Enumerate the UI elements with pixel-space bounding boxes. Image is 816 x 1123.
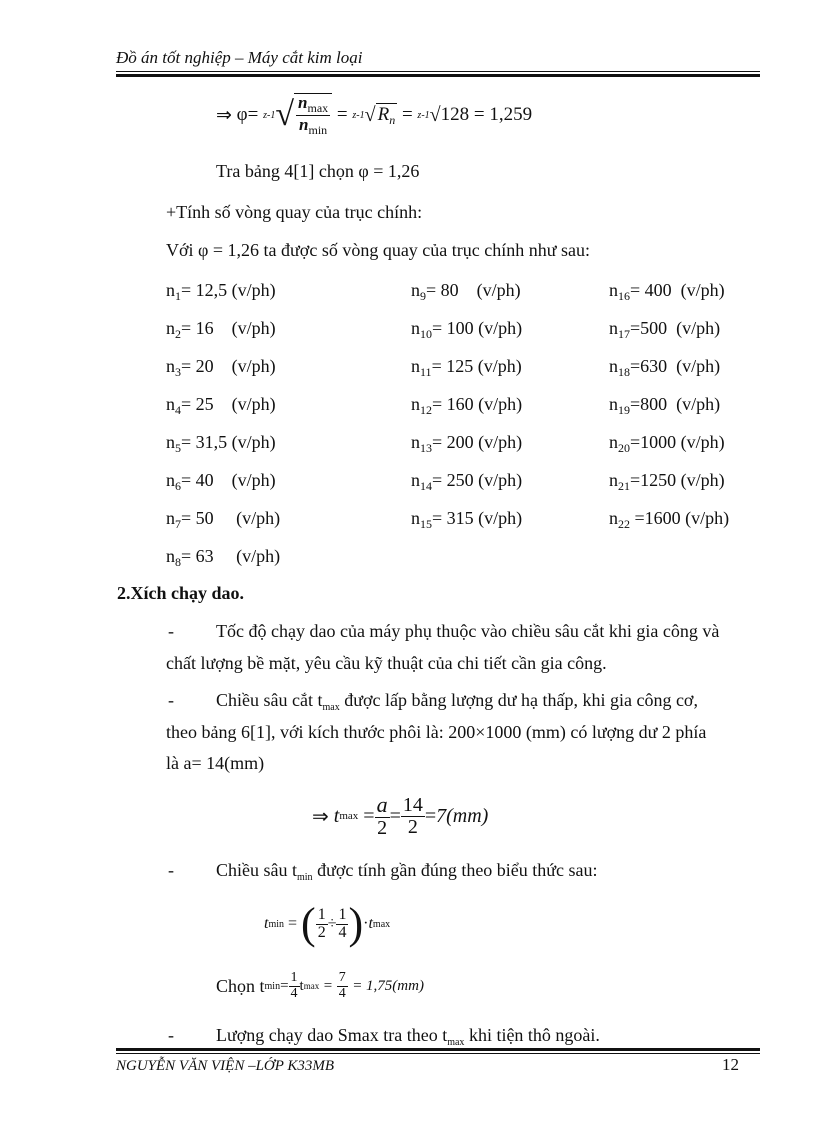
chon-q-den: 4 [290, 985, 298, 1001]
footer-rule-thin [116, 1053, 760, 1054]
speed-value: = 250 (v/ph) [432, 470, 523, 490]
p2-post: được lấp bằng lượng dư hạ thấp, khi gia công cơ, [339, 690, 698, 710]
r-letter: R [377, 103, 390, 125]
speed-n: n [609, 280, 618, 300]
formula-phi-tail: 128 = 1,259 [440, 104, 533, 125]
speed-entry [166, 508, 280, 532]
speed-value: =1600 (v/ph) [630, 508, 730, 528]
speed-sub: 5 [175, 441, 181, 455]
speed-entry [609, 470, 725, 494]
speed-entry [609, 508, 729, 532]
a-over-2 [375, 793, 390, 838]
speed-value: = 400 (v/ph) [630, 280, 725, 300]
page-header-title: Đồ án tốt nghiệp – Máy cắt kim loại [116, 48, 363, 67]
speed-n: n [166, 356, 175, 376]
speed-sub: 13 [420, 441, 432, 455]
div-symbol: ÷ [327, 915, 337, 932]
formula-tmax [312, 790, 488, 842]
radical-sign: √ [275, 96, 295, 133]
paragraph-2-line-1 [216, 690, 698, 713]
p4-post: khi tiện thô ngoài. [464, 1025, 600, 1045]
implies-symbol: ⇒ [216, 104, 232, 126]
tmin-eq: = [288, 915, 298, 932]
chon-s-num: 7 [338, 969, 346, 985]
section-heading: 2.Xích chạy dao. [117, 583, 245, 603]
speed-entry [166, 470, 276, 494]
speed-sub: 16 [618, 289, 630, 303]
speed-value: = 20 (v/ph) [181, 356, 276, 376]
chon-s-den: 4 [338, 985, 346, 1001]
p3-sub: min [297, 872, 313, 883]
right-paren: ) [348, 899, 364, 948]
one-quarter [336, 907, 348, 942]
chon-q-num: 1 [290, 969, 298, 985]
tinh-so-vong-line: +Tính số vòng quay của trục chính: [166, 202, 423, 222]
speed-entry [411, 356, 522, 380]
speed-n: n [609, 318, 618, 338]
paragraph-2-line-3: là a= 14(mm) [166, 753, 265, 773]
eq-a: = [363, 804, 375, 827]
speed-n: n [609, 470, 618, 490]
speed-value: = 12,5 (v/ph) [181, 280, 276, 300]
nmax-n: n [298, 93, 308, 113]
a-num: a [376, 792, 388, 818]
bullet-dash-1: - [168, 621, 174, 641]
p3-post: được tính gần đúng theo biểu thức sau: [312, 860, 598, 880]
footer-author: NGUYỄN VĂN VIỆN –LỚP K33MB [116, 1058, 335, 1074]
dot-symbol: · [363, 915, 369, 932]
tra-bang-line: Tra bảng 4[1] chọn φ = 1,26 [216, 161, 420, 181]
speed-value: = 50 (v/ph) [181, 508, 281, 528]
chon-tsub: max [303, 981, 320, 991]
speed-value: =800 (v/ph) [630, 394, 721, 414]
speed-value: = 80 (v/ph) [426, 280, 521, 300]
speed-sub: 8 [175, 555, 181, 569]
speed-sub: 18 [618, 365, 630, 379]
speed-entry [166, 432, 276, 456]
speed-sub: 4 [175, 403, 181, 417]
nmax-sub: max [307, 101, 329, 116]
speed-value: =1000 (v/ph) [630, 432, 725, 452]
speed-n: n [166, 470, 175, 490]
chon-eq-1: = [280, 977, 289, 994]
paragraph-2-line-2: theo bảng 6[1], với kích thước phôi là: 200×1000 (mm) có lượng dư 2 phía [166, 722, 707, 742]
paragraph-1-line-2: chất lượng bề mặt, yêu cầu kỹ thuật của chi tiết cần gia công. [166, 653, 607, 673]
speed-n: n [411, 318, 420, 338]
speed-sub: 20 [618, 441, 630, 455]
paragraph-1-line-1: Tốc độ chạy dao của máy phụ thuộc vào chiều sâu cắt khi gia công và [216, 621, 720, 641]
nmin-n: n [299, 115, 309, 134]
speed-value: = 25 (v/ph) [181, 394, 276, 414]
quarter-num: 1 [338, 905, 347, 923]
p2-sub: max [322, 702, 340, 713]
fourteen-den: 2 [407, 815, 418, 838]
speed-value: = 160 (v/ph) [432, 394, 523, 414]
speed-n: n [609, 508, 618, 528]
speed-value: = 125 (v/ph) [431, 356, 522, 376]
speed-sub: 11 [420, 365, 432, 379]
speed-sub: 9 [420, 289, 426, 303]
tmax-t: t [333, 804, 340, 827]
root-index-3: z-1 [417, 109, 430, 121]
speed-value: = 16 (v/ph) [181, 318, 276, 338]
paragraph-3 [216, 860, 598, 883]
speed-n: n [166, 280, 175, 300]
nmin-sub: min [308, 123, 328, 137]
chon-eq-2: = [323, 977, 333, 994]
root-index-2: z-1 [352, 109, 365, 121]
speed-n: n [166, 546, 175, 566]
speed-entry [609, 280, 725, 304]
page-number: 12 [722, 1055, 739, 1074]
root-index: z-1 [263, 109, 276, 121]
r-sub: n [389, 112, 396, 127]
equals-sign-2: = [336, 104, 348, 125]
eq-b: = [389, 804, 401, 827]
tmin-tmax-t: t [368, 915, 373, 932]
implies-symbol-2: ⇒ [312, 805, 329, 828]
speed-entry [166, 318, 276, 342]
speed-sub: 15 [420, 517, 432, 531]
speed-value: = 315 (v/ph) [432, 508, 523, 528]
paragraph-4 [216, 1025, 600, 1048]
bullet-dash-2: - [168, 690, 174, 710]
voi-phi-line: Với φ = 1,26 ta được số vòng quay của trục chính như sau: [166, 240, 591, 260]
speed-n: n [609, 432, 618, 452]
speed-n: n [166, 318, 175, 338]
speed-entry [411, 470, 522, 494]
speed-entry [411, 508, 522, 532]
chon-t: t [299, 977, 304, 994]
bullet-dash-3: - [168, 860, 174, 880]
left-paren: ( [301, 899, 316, 948]
speed-entry [609, 318, 720, 342]
equals-sign: = [247, 104, 259, 125]
speed-value: = 40 (v/ph) [181, 470, 276, 490]
p2-pre: Chiều sâu cắt t [216, 690, 323, 710]
speed-sub: 1 [175, 289, 181, 303]
speed-sub: 10 [420, 327, 432, 341]
speed-n: n [166, 432, 175, 452]
speed-sub: 2 [175, 327, 181, 341]
speed-entry [166, 546, 280, 570]
chon-sub: min [264, 980, 281, 992]
tmin-t: t [264, 915, 269, 932]
speed-sub: 14 [420, 479, 432, 493]
chon-seven-quarter [337, 971, 348, 1001]
speed-entry [411, 280, 521, 304]
speed-n: n [411, 508, 420, 528]
speed-entry [166, 356, 276, 380]
chon-result: = 1,75(mm) [352, 977, 424, 994]
speed-value: = 31,5 (v/ph) [181, 432, 276, 452]
chon-pre: Chọn t [216, 975, 265, 996]
equals-sign-3: = [401, 104, 413, 125]
speed-n: n [411, 280, 420, 300]
speed-value: = 200 (v/ph) [432, 432, 523, 452]
speed-entry [609, 432, 725, 456]
phi-symbol: φ [236, 104, 248, 125]
fourteen-over-2 [401, 795, 425, 838]
footer-rule-thick [116, 1048, 760, 1051]
tmin-sub: min [268, 918, 285, 930]
speed-n: n [166, 508, 175, 528]
bullet-dash-4: - [168, 1025, 174, 1045]
speed-value: =630 (v/ph) [630, 356, 721, 376]
fourteen-num: 14 [402, 793, 423, 816]
chon-one-quarter [289, 971, 300, 1001]
speed-sub: 22 [618, 517, 630, 531]
speed-sub: 12 [420, 403, 432, 417]
speed-n: n [166, 394, 175, 414]
speed-n: n [609, 394, 618, 414]
a-den: 2 [377, 816, 388, 839]
tmin-tmax-sub: max [372, 918, 391, 930]
half-num: 1 [317, 905, 326, 923]
speed-value: =1250 (v/ph) [630, 470, 725, 490]
tmax-sub: max [339, 810, 359, 822]
chon-line [216, 966, 424, 1006]
eq-c: = [424, 804, 437, 827]
speed-entry [166, 280, 276, 304]
speed-sub: 3 [175, 365, 181, 379]
speed-sub: 7 [175, 517, 181, 531]
speed-entry [166, 394, 276, 418]
speed-n: n [411, 432, 420, 452]
p3-pre: Chiều sâu t [216, 860, 297, 880]
speed-n: n [411, 394, 420, 414]
speed-value: = 63 (v/ph) [181, 546, 281, 566]
speed-n: n [411, 470, 420, 490]
speed-sub: 21 [618, 479, 630, 493]
radical-sign-3: √ [429, 103, 441, 126]
speed-entry [609, 356, 720, 380]
tmax-result: 7(mm) [436, 804, 489, 827]
speed-n: n [609, 356, 618, 376]
speed-entry [411, 318, 522, 342]
half-den: 2 [317, 923, 326, 941]
radical-sign-2: √ [364, 103, 376, 126]
speed-entry [609, 394, 720, 418]
formula-tmin [264, 898, 390, 950]
speed-sub: 19 [618, 403, 630, 417]
one-half [316, 907, 328, 942]
speed-entry [411, 432, 522, 456]
speed-entry [411, 394, 522, 418]
speed-value: =500 (v/ph) [630, 318, 721, 338]
p4-pre: Lượng chạy dao Smax tra theo t [216, 1025, 448, 1045]
speed-sub: 17 [618, 327, 630, 341]
p4-sub: max [447, 1037, 465, 1048]
speed-sub: 6 [175, 479, 181, 493]
speed-n: n [411, 356, 420, 376]
speed-value: = 100 (v/ph) [432, 318, 523, 338]
quarter-den: 4 [338, 923, 347, 941]
